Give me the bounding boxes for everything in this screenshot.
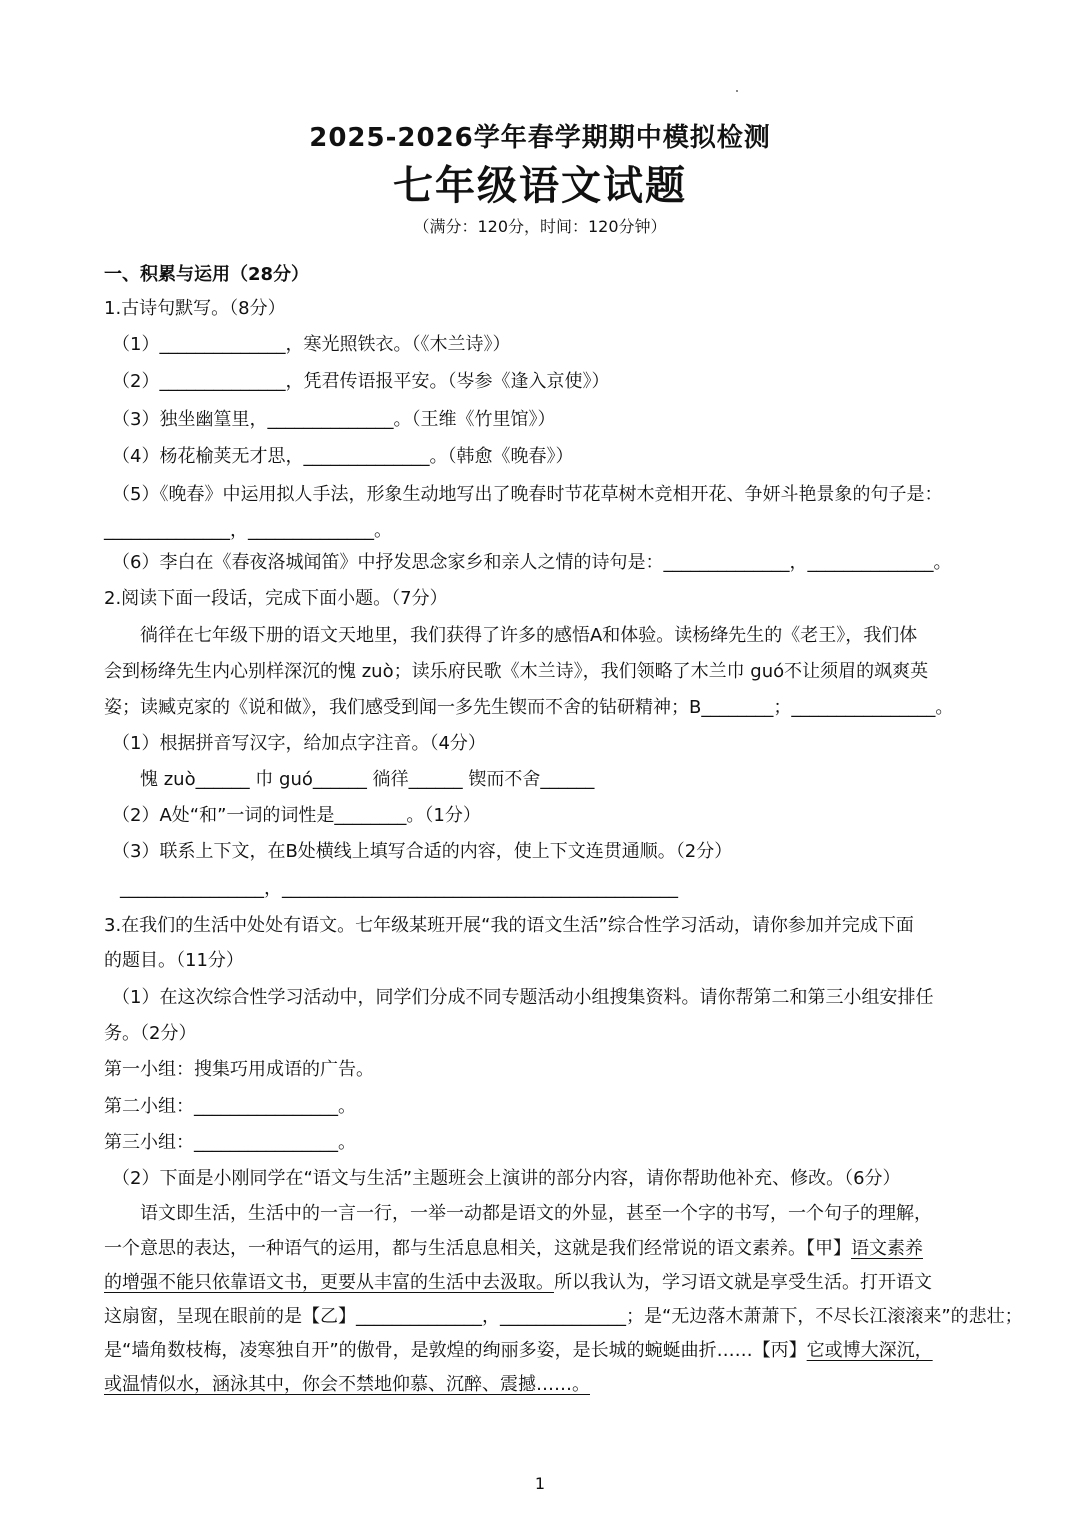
exam-term-title: 2025-2026学年春学期期中模拟检测: [309, 123, 771, 153]
section-heading: 一、积累与运用（28分）: [104, 264, 310, 285]
q3-group-3: 第三小组：________________。: [104, 1132, 356, 1153]
page-number: 1: [534, 1474, 546, 1493]
speech-line-2: [104, 1236, 980, 1262]
q1-stem: 1.古诗句默写。（8分）: [104, 298, 286, 319]
scan-speck: [736, 90, 738, 92]
speech-underlined-jia-end: 的增强不能只依靠语文书，更要从丰富的生活中去汲取。: [104, 1272, 554, 1293]
speech-line-5-text: 是“墙角数枝梅，凌寒独自开”的傲骨，是敦煌的绚丽多姿，是长城的蜿蜒曲折……【丙】: [104, 1340, 807, 1361]
q1-item-2: （2）______________，凭君传语报平安。（岑参《逢入京使》）: [112, 371, 610, 392]
q3-group-2: 第二小组：________________。: [104, 1096, 356, 1117]
q3-sub1-line-2: 务。（2分）: [104, 1023, 197, 1044]
q3-stem-line-2: 的题目。（11分）: [104, 950, 244, 971]
q3-sub1-line-1: （1）在这次综合性学习活动中，同学们分成不同专题活动小组搜集资料。请你帮第二和第三小组安排任: [112, 987, 934, 1008]
speech-line-6: [104, 1372, 980, 1398]
speech-line-5: [104, 1338, 980, 1364]
q2-stem: 2.阅读下面一段话，完成下面小题。（7分）: [104, 588, 448, 609]
speech-line-4: 这扇窗，呈现在眼前的是【乙】______________，______________；是“无边落木萧萧下，不尽长江滚滚来”的悲壮；: [104, 1306, 1023, 1327]
speech-underlined-bing-start: 它或博大深沉，: [806, 1340, 933, 1361]
q2-para-line-3: 姿；读臧克家的《说和做》，我们感受到闻一多先生锲而不舍的钻研精神；B________；________________。: [104, 697, 954, 718]
q3-stem-line-1: 3.在我们的生活中处处有语文。七年级某班开展“我的语文生活”综合性学习活动，请你参加并完成下面: [104, 915, 914, 936]
exam-info: （满分：120分，时间：120分钟）: [413, 217, 667, 236]
q1-item-3: （3）独坐幽篁里，______________。（王维《竹里馆》）: [112, 409, 556, 430]
speech-line-3-text: 所以我认为，学习语文就是享受生活。打开语文: [554, 1272, 932, 1293]
exam-subject-title: 七年级语文试题: [393, 163, 687, 209]
q2-sub3: （3）联系上下文，在B处横线上填写合适的内容，使上下文连贯通顺。（2分）: [112, 841, 733, 862]
q2-sub2: （2）A处“和”一词的词性是________。（1分）: [112, 805, 481, 826]
speech-underlined-jia-start: 语文素养: [851, 1238, 923, 1259]
q2-sub1: （1）根据拼音写汉字，给加点字注音。（4分）: [112, 733, 486, 754]
q2-sub3-blank: ________________，____________________________________________: [120, 878, 678, 899]
q2-para-line-2: 会到杨绛先生内心别样深沉的愧 zuò；读乐府民歌《木兰诗》，我们领略了木兰巾 guó不让须眉的飒爽英: [104, 661, 929, 682]
q1-item-6: （6）李白在《春夜洛城闻笛》中抒发思念家乡和亲人之情的诗句是：______________，______________。: [112, 552, 952, 573]
q2-para-line-1: 徜徉在七年级下册的语文天地里，我们获得了许多的感悟A和体验。读杨绛先生的《老王》，我们体: [140, 625, 918, 646]
speech-line-1: 语文即生活，生活中的一言一行，一举一动都是语文的外显，甚至一个字的书写，一个句子的理解，: [140, 1203, 932, 1224]
q3-sub2: （2）下面是小刚同学在“语文与生活”主题班会上演讲的部分内容，请你帮助他补充、修改。（6分）: [112, 1168, 901, 1189]
q1-item-4: （4）杨花榆荚无才思，______________。（韩愈《晚春》）: [112, 446, 574, 467]
q1-item-5: （5）《晚春》中运用拟人手法，形象生动地写出了晚春时节花草树木竞相开花、争妍斗艳景象的句子是：: [112, 484, 943, 505]
q1-item-1: （1）______________，寒光照铁衣。（《木兰诗》）: [112, 334, 511, 355]
q3-group-1: 第一小组：搜集巧用成语的广告。: [104, 1059, 374, 1080]
speech-underlined-bing-end: 或温情似水，涵泳其中，你会不禁地仰慕、沉醉、震撼……。: [104, 1374, 590, 1395]
speech-line-3: [104, 1270, 980, 1296]
q2-sub1-blanks: 愧 zuò______ 巾 guó______ 徜徉______ 锲而不舍______: [140, 769, 595, 790]
q1-item-5-blanks: ______________，______________。: [104, 520, 392, 541]
speech-line-2-text: 一个意思的表达，一种语气的运用，都与生活息息相关，这就是我们经常说的语文素养。【甲】: [104, 1238, 851, 1259]
